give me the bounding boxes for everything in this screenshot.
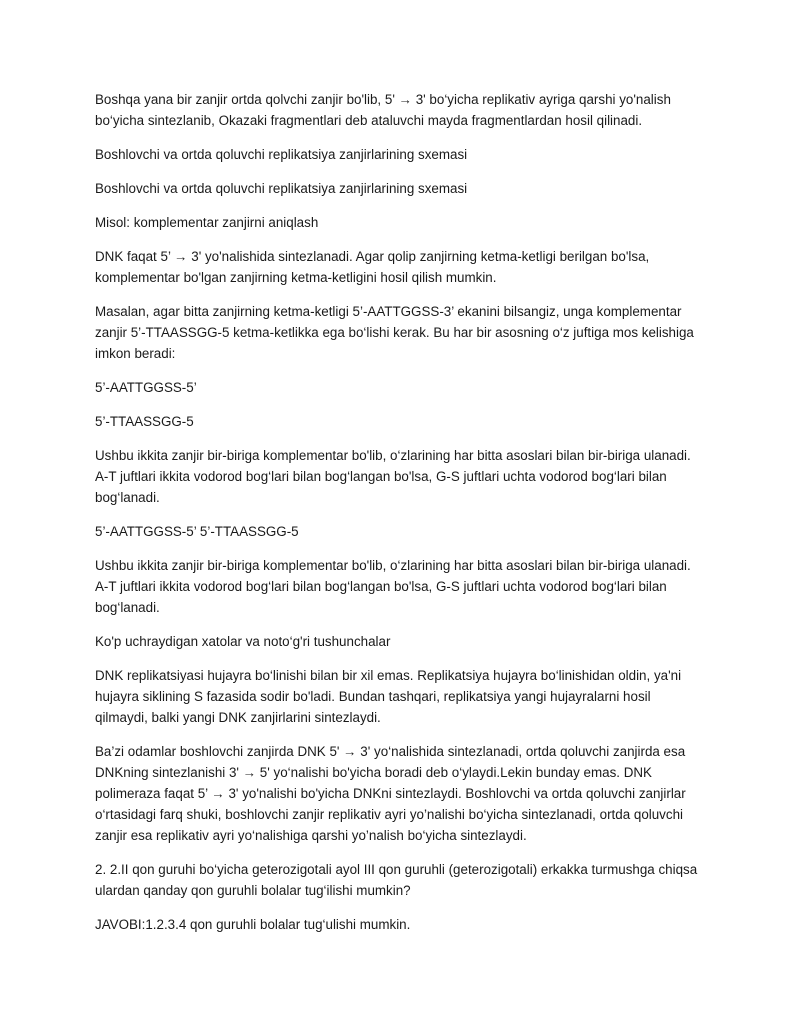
paragraph-example: Masalan, agar bitta zanjirning ketma-ketligi 5’-AATTGGSS-3’ ekanini bilsangiz, unga komplementar zanjir 5’-TTAASSGG-5 ketma-ketlikka ega bo‘lishi kerak. Bu har bir asosning o‘z juftiga mos kelishiga imkon beradi: <box>95 304 694 361</box>
paragraph-synthesis-direction: DNK faqat 5’ → 3' yo'nalishida sintezlanadi. Agar qolip zanjirning ketma-ketligi berilgan bo'lsa, komplementar bo'lgan zanjirning ketma-ketligini hosil qilish mumkin. <box>95 249 650 285</box>
paragraph-scheme-caption: Boshlovchi va ortda qoluvchi replikatsiya zanjirlarining sxemasi <box>95 147 468 162</box>
paragraph-polymerase-direction: Ba’zi odamlar boshlovchi zanjirda DNK 5' → 3' yo‘nalishida sintezlanadi, ortda qoluvchi zanjirda esa DNKning sintezlanishi 3' → 5' yo‘nalishi bo'yicha boradi deb o‘ylaydi.Lekin bunday emas. DNK polimeraza faqat 5’ → 3' yo'nalishi bo'yicha DNKni sintezlaydi. Boshlovchi va ortda qoluvchi zanjirlar o‘rtasidagi farq shuki, boshlovchi zanjir replikativ ayri yo’nalishi bo‘yicha sintezlanadi, ortda qoluvchi zanjir esa replikativ ayri yo‘nalishiga qarshi yo’nalish bo‘yicha sintezlaydi. <box>95 744 686 843</box>
paragraph-misconceptions-heading: Ko'p uchraydigan xatolar va noto‘g'ri tushunchalar <box>95 634 391 649</box>
paragraph-base-pairing: Ushbu ikkita zanjir bir-biriga komplementar bo'lib, o‘zlarining har bitta asoslari bilan bir-biriga ulanadi. A-T juftlari ikkita vodorod bog‘lari bilan bog‘langan bo'lsa, G-S juftlari uchta vodorod bog‘lari bilan bog‘lanadi. <box>95 448 691 505</box>
sequence-strand-1: 5’-AATTGGSS-5’ <box>95 380 197 395</box>
paragraph-example-heading: Misol: komplementar zanjirni aniqlash <box>95 215 319 230</box>
paragraph-scheme-caption-repeat: Boshlovchi va ortda qoluvchi replikatsiya zanjirlarining sxemasi <box>95 181 468 196</box>
paragraph-base-pairing-repeat: Ushbu ikkita zanjir bir-biriga komplementar bo'lib, o‘zlarining har bitta asoslari bilan bir-biriga ulanadi. A-T juftlari ikkita vodorod bog‘lari bilan bog‘langan bo'lsa, G-S juftlari uchta vodorod bog‘lari bilan bog‘lanadi. <box>95 558 691 615</box>
sequence-both-strands: 5’-AATTGGSS-5’ 5’-TTAASSGG-5 <box>95 524 299 539</box>
paragraph-blood-group-question: 2. 2.II qon guruhi bo‘yicha geterozigotali ayol III qon guruhli (geterozigotali) erkakka turmushga chiqsa ulardan qanday qon guruhli bolalar tug‘ilishi mumkin? <box>95 862 698 898</box>
paragraph-answer: JAVOBI:1.2.3.4 qon guruhli bolalar tug‘ulishi mumkin. <box>95 917 411 932</box>
paragraph-okazaki: Boshqa yana bir zanjir ortda qolvchi zanjir bo'lib, 5' → 3' bo‘yicha replikativ ayriga qarshi yo'nalish bo‘yicha sintezlanib, Okazaki fragmentlari deb ataluvchi mayda fragmentlardan hosil qilinadi. <box>95 92 671 128</box>
paragraph-cell-division: DNK replikatsiyasi hujayra bo‘linishi bilan bir xil emas. Replikatsiya hujayra bo‘linishidan oldin, ya'ni hujayra siklining S fazasida sodir bo'ladi. Bundan tashqari, replikatsiya yangi hujayralarni hosil qilmaydi, balki yangi DNK zanjirlarini sintezlaydi. <box>95 668 682 725</box>
sequence-strand-2: 5’-TTAASSGG-5 <box>95 414 194 429</box>
